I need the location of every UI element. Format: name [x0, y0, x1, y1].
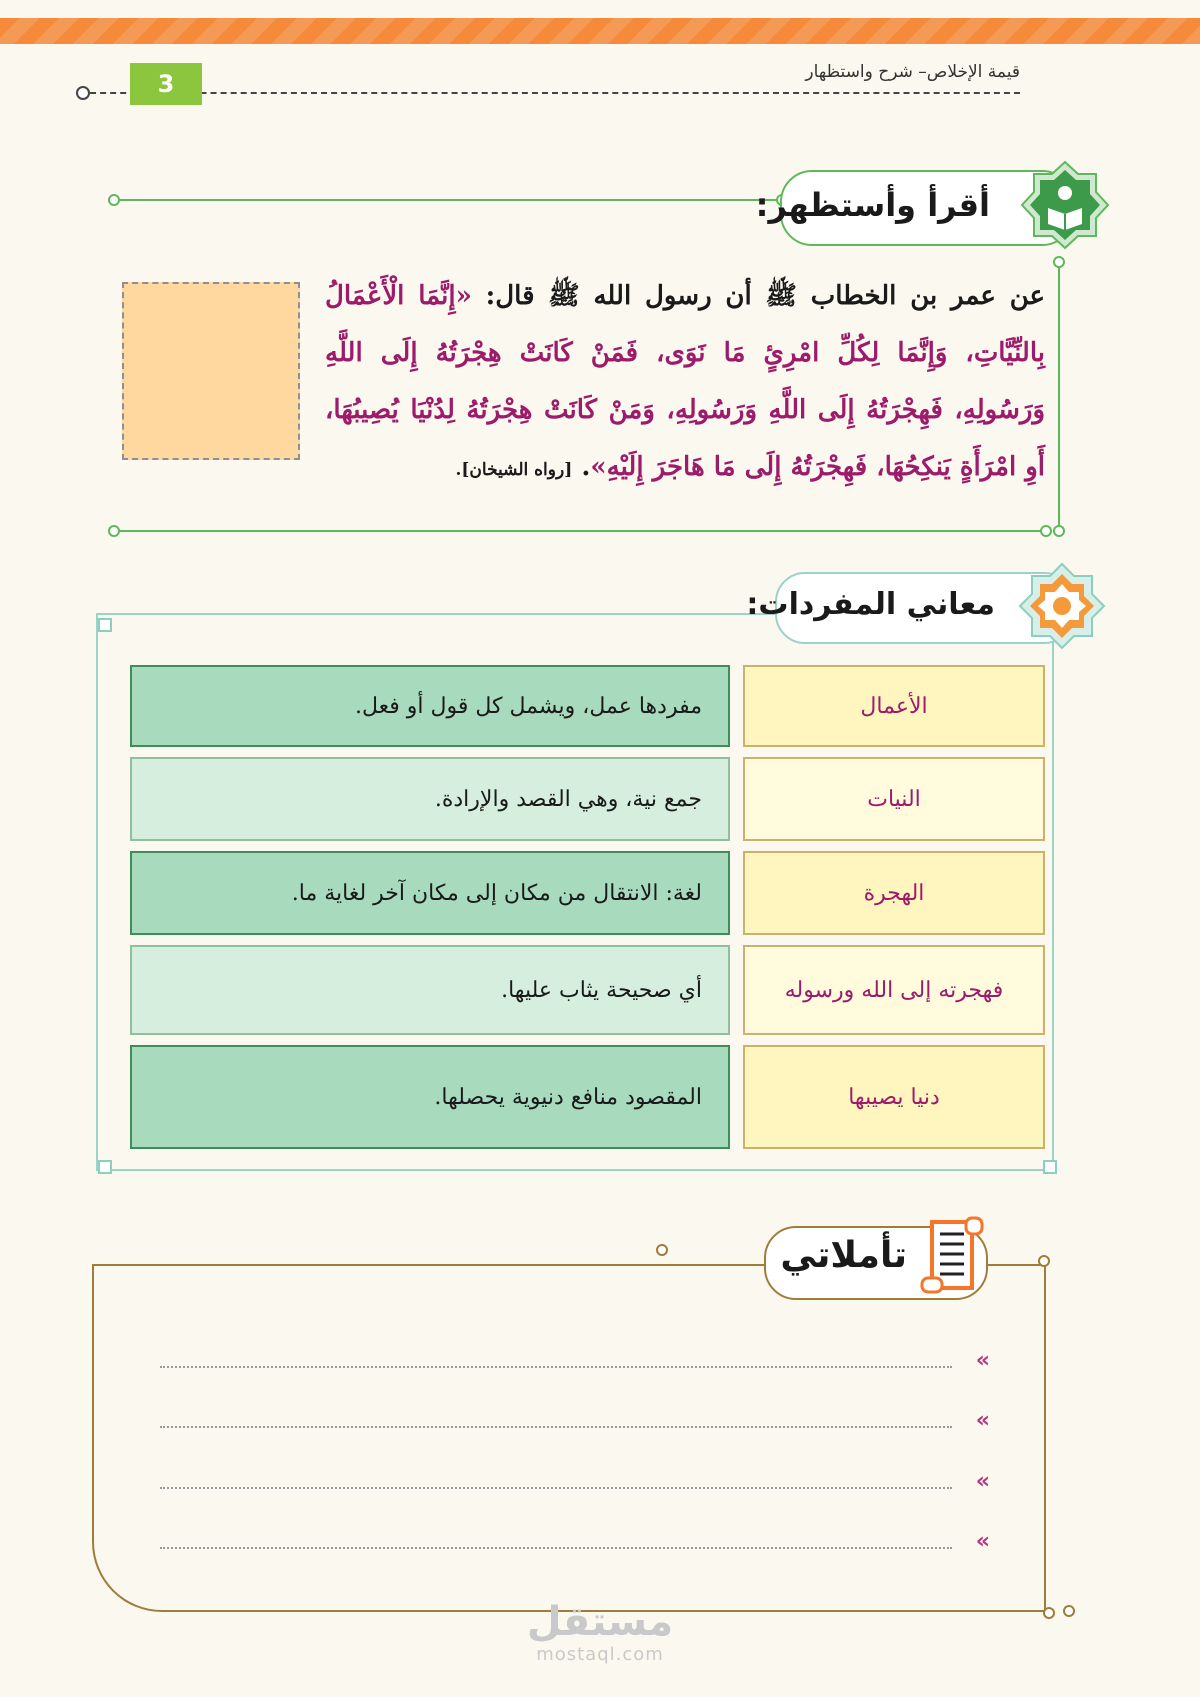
header-divider-end-dot: [76, 86, 90, 100]
read-section-line-dot: [108, 525, 120, 537]
vocab-term: فهجرته إلى الله ورسوله: [743, 945, 1045, 1035]
read-section-top-line: [112, 199, 792, 201]
frame-corner-square: [1043, 1160, 1057, 1174]
reading-child-icon: [1020, 160, 1110, 250]
reflection-line-dot: [1063, 1605, 1075, 1617]
star-ornament-icon: [1018, 562, 1106, 650]
vocab-row: [130, 665, 1045, 747]
dotted-line: [160, 1366, 952, 1368]
reflection-bullet: »: [975, 1469, 990, 1494]
read-section-right-line: [1058, 262, 1060, 530]
hadith-narration-intro: عن عمر بن الخطاب ﷺ أن رسول الله ﷺ قال:: [471, 281, 1046, 311]
vocab-definition: أي صحيحة يثاب عليها.: [130, 945, 730, 1035]
hadith-paragraph: [325, 268, 1045, 499]
vocab-definition: المقصود منافع دنيوية يحصلها.: [130, 1045, 730, 1149]
vocab-term: الأعمال: [743, 665, 1045, 747]
header-divider: [80, 92, 1020, 94]
reflection-bullet: »: [975, 1529, 990, 1554]
read-section-bottom-line: [112, 530, 1050, 532]
reflection-writing-line[interactable]: [160, 1408, 990, 1438]
page-header-title: قيمة الإخلاص– شرح واستظهار: [805, 62, 1020, 82]
hadith-period: .: [581, 452, 591, 482]
vocab-term: دنيا يصيبها: [743, 1045, 1045, 1149]
reflection-line-dot: [656, 1244, 668, 1256]
dotted-line: [160, 1487, 952, 1489]
read-section-title: أقرأ وأستظهر:: [755, 186, 990, 224]
reflection-section-title: تأملاتي: [780, 1235, 907, 1276]
reflection-writing-line[interactable]: [160, 1529, 990, 1559]
reflection-writing-line[interactable]: [160, 1348, 990, 1378]
vocab-row: [130, 851, 1045, 935]
frame-corner-square: [98, 618, 112, 632]
reflection-bullet: »: [975, 1408, 990, 1433]
reflection-writing-line[interactable]: [160, 1469, 990, 1499]
reflection-line-dot: [1043, 1607, 1055, 1619]
scroll-notes-icon: [918, 1216, 988, 1296]
hadith-source: [رواه الشيخان].: [455, 460, 573, 480]
reflection-line-dot: [1038, 1255, 1050, 1267]
reflection-section-frame: [92, 1264, 1044, 1612]
vocab-section-title: معاني المفردات:: [746, 587, 995, 622]
vocab-term: الهجرة: [743, 851, 1045, 935]
read-section-line-dot: [1053, 256, 1065, 268]
frame-corner-square: [98, 1160, 112, 1174]
image-placeholder-box: [122, 282, 300, 460]
read-section-line-dot: [108, 194, 120, 206]
dotted-line: [160, 1426, 952, 1428]
dotted-line: [160, 1547, 952, 1549]
page-number-badge: 3: [130, 63, 202, 105]
vocab-definition: لغة: الانتقال من مكان إلى مكان آخر لغاية ما.: [130, 851, 730, 935]
vocab-definition: مفردها عمل، ويشمل كل قول أو فعل.: [130, 665, 730, 747]
read-section-line-dot: [1040, 525, 1052, 537]
watermark-latin: mostaql.com: [536, 1644, 664, 1665]
vocab-term: النيات: [743, 757, 1045, 841]
watermark-arabic: مستقل: [526, 1599, 674, 1645]
vocab-definition: جمع نية، وهي القصد والإرادة.: [130, 757, 730, 841]
reflection-right-line: [1044, 1262, 1046, 1612]
reflection-bullet: »: [975, 1348, 990, 1373]
read-section-line-dot: [1053, 525, 1065, 537]
top-decorative-band: [0, 18, 1200, 44]
vocab-row: [130, 1045, 1045, 1149]
vocab-row: [130, 945, 1045, 1035]
hadith-text: «إِنَّمَا الْأَعْمَالُ بِالنِّيَّاتِ، وَإِنَّمَا لِكُلِّ امْرِئٍ مَا نَوَى، فَمَنْ كَانَتْ هِجْرَتُهُ إِلَى اللَّهِ وَرَسُولِهِ، فَهِجْرَتُهُ إِلَى اللَّهِ وَرَسُولِهِ، وَمَنْ كَانَتْ هِجْرَتُهُ لِدُنْيَا يُصِيبُهَا، أَوِ امْرَأَةٍ يَنكِحُهَا، فَهِجْرَتُهُ إِلَى مَا هَاجَرَ إِلَيْهِ»: [325, 281, 1045, 482]
mostaql-watermark: [520, 1600, 680, 1665]
vocab-row: [130, 757, 1045, 841]
